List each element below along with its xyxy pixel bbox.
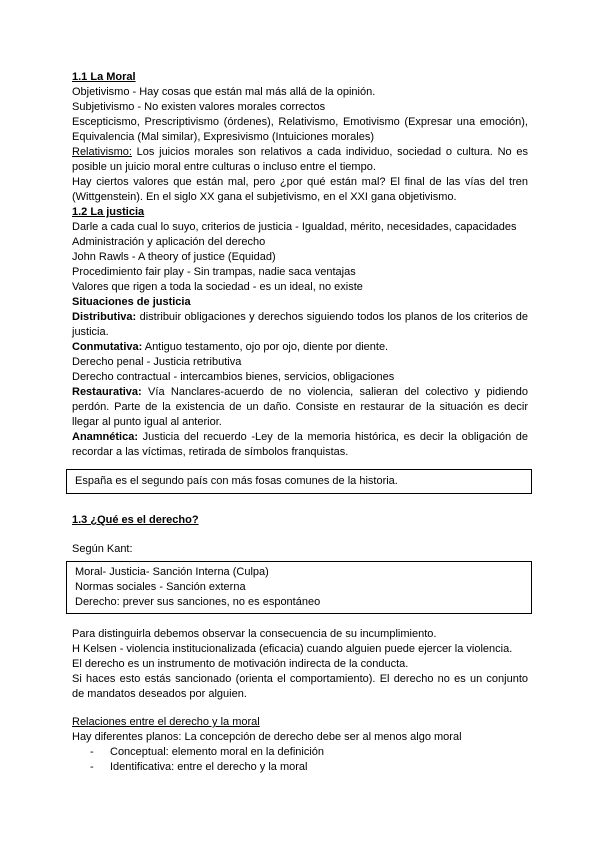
para-conmutativa xyxy=(72,340,528,355)
para-relativismo xyxy=(72,145,528,175)
para-segun-kant: Según Kant: xyxy=(72,543,133,555)
note-box-kant-line2: Normas sociales - Sanción externa xyxy=(75,581,246,593)
para-anamnetica xyxy=(72,430,528,460)
heading-la-justicia: 1.2 La justicia xyxy=(72,206,145,218)
para-escepticismo: Escepticismo, Prescriptivismo (órdenes), Relativismo, Emotivismo (Expresar una emoción), Equivalencia (Mal similar), Expresivismo (Intuiciones morales) xyxy=(72,116,528,143)
para-restaurativa-text: Vía Nanclares-acuerdo de no violencia, salieran del colectivo y pidiendo perdón. Parte de la existencia de un daño. Consiste en restaurar de la situación es decir llegar al punto igual al anterior. xyxy=(72,386,528,428)
para-anamnetica-lead: Anamnética: xyxy=(72,431,139,443)
heading-que-es-derecho: 1.3 ¿Qué es el derecho? xyxy=(72,514,199,526)
para-instrumento: El derecho es un instrumento de motivación indirecta de la conducta. xyxy=(72,658,409,670)
para-conmutativa-lead: Conmutativa: xyxy=(72,341,143,353)
heading-la-moral: 1.1 La Moral xyxy=(72,71,136,83)
para-valores-mal: Hay ciertos valores que están mal, pero ¿por qué están mal? El final de las vías del tren (Wittgenstein). En el siglo XX gana el subjetivismo, en el XXI gana objetivismo. xyxy=(72,176,528,203)
note-box-kant-line1: Moral- Justicia- Sanción Interna (Culpa) xyxy=(75,566,269,578)
list-item-conceptual xyxy=(72,745,528,760)
note-box-kant xyxy=(66,561,532,614)
para-diferentes-planos: Hay diferentes planos: La concepción de derecho debe ser al menos algo moral xyxy=(72,731,462,743)
para-administracion: Administración y aplicación del derecho xyxy=(72,236,266,248)
note-box-kant-line3: Derecho: prever sus sanciones, no es espontáneo xyxy=(75,596,321,608)
subheading-relaciones: Relaciones entre el derecho y la moral xyxy=(72,716,260,728)
para-restaurativa xyxy=(72,385,528,430)
para-derecho-contractual: Derecho contractual - intercambios bienes, servicios, obligaciones xyxy=(72,371,395,383)
para-anamnetica-text: Justicia del recuerdo -Ley de la memoria histórica, es decir la obligación de recordar a las víctimas, retirada de símbolos franquistas. xyxy=(72,431,528,458)
para-distinguirla: Para distinguirla debemos observar la consecuencia de su incumplimiento. xyxy=(72,628,437,640)
list-item-conceptual-text: Conceptual: elemento moral en la definición xyxy=(110,746,325,758)
para-darle-cada-cual: Darle a cada cual lo suyo, criterios de justicia - Igualdad, mérito, necesidades, capacidades xyxy=(72,221,517,233)
para-sancionado: Si haces esto estás sancionado (orienta el comportamiento). El derecho no es un conjunto de mandatos deseados por alguien. xyxy=(72,673,528,700)
list-item-identificativa xyxy=(72,760,528,775)
para-valores-sociedad: Valores que rigen a toda la sociedad - es un ideal, no existe xyxy=(72,281,363,293)
para-relativismo-text: Los juicios morales son relativos a cada individuo, sociedad o cultura. No es posible un juicio moral entre culturas o incluso entre el tiempo. xyxy=(72,146,528,173)
para-derecho-penal: Derecho penal - Justicia retributiva xyxy=(72,356,242,368)
para-conmutativa-text: Antiguo testamento, ojo por ojo, diente por diente. xyxy=(142,341,389,353)
note-box-fosas-text: España es el segundo país con más fosas comunes de la historia. xyxy=(75,475,398,487)
para-distributiva-text: distribuir obligaciones y derechos siguiendo todos los planos de los criterios de justicia. xyxy=(72,311,528,338)
para-relativismo-lead: Relativismo: xyxy=(72,146,132,158)
para-subjetivismo: Subjetivismo - No existen valores morales correctos xyxy=(72,101,326,113)
list-item-conceptual-bullet: - xyxy=(90,746,94,758)
para-restaurativa-lead: Restaurativa: xyxy=(72,386,142,398)
note-box-fosas xyxy=(66,469,532,494)
para-objetivismo: Objetivismo - Hay cosas que están mal más allá de la opinión. xyxy=(72,86,376,98)
para-kelsen: H Kelsen - violencia institucionalizada (eficacia) cuando alguien puede ejercer la violencia. xyxy=(72,643,513,655)
subheading-situaciones: Situaciones de justicia xyxy=(72,296,191,308)
para-distributiva xyxy=(72,310,528,340)
para-distributiva-lead: Distributiva: xyxy=(72,311,137,323)
list-item-identificativa-text: Identificativa: entre el derecho y la moral xyxy=(110,761,308,773)
para-john-rawls: John Rawls - A theory of justice (Equidad) xyxy=(72,251,276,263)
list-item-identificativa-bullet: - xyxy=(90,761,94,773)
para-fair-play: Procedimiento fair play - Sin trampas, nadie saca ventajas xyxy=(72,266,356,278)
